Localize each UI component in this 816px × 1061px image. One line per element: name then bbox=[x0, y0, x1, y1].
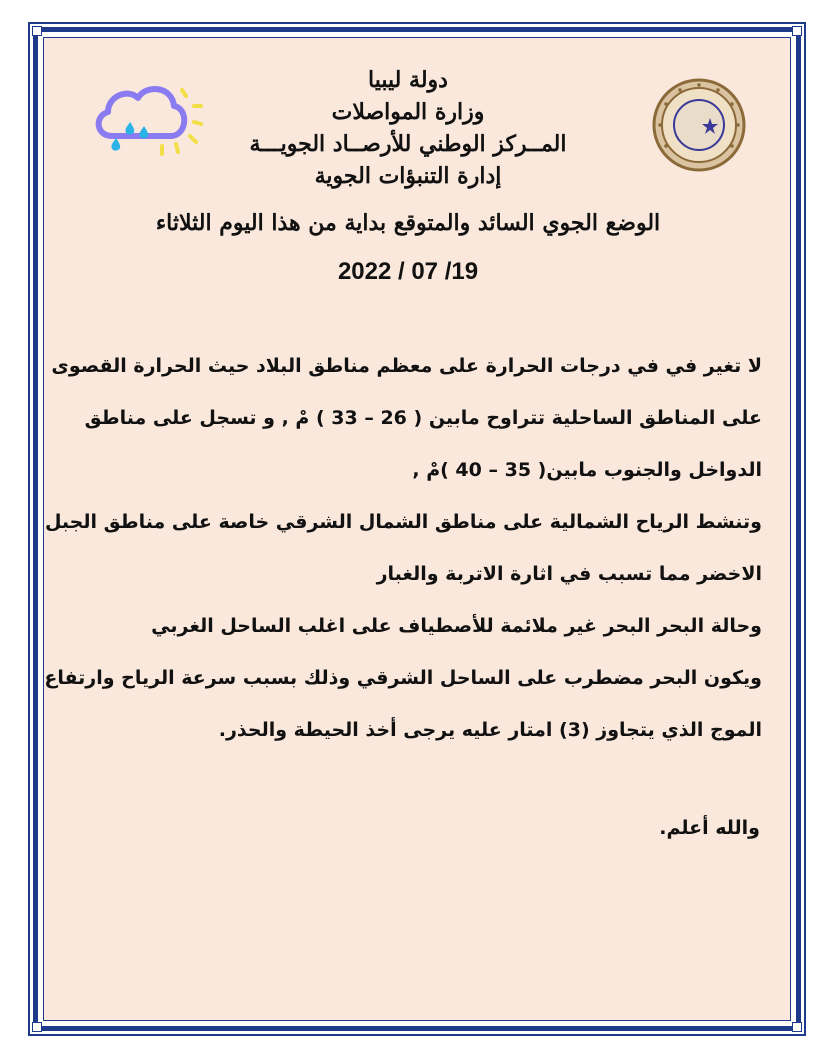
body-line: الموج الذي يتجاوز (3) امتار عليه يرجى أخذ الحيطة والحذر. bbox=[218, 719, 762, 741]
border-corner-top-right bbox=[792, 26, 802, 36]
border-corner-bottom-left bbox=[32, 1022, 42, 1032]
ministry-name: وزارة المواصلات bbox=[331, 99, 485, 125]
closing-phrase: والله أعلم. bbox=[659, 817, 760, 839]
body-line: على المناطق الساحلية تتراوح مابين ( 26 – 33 ) مْ , و تسجل على مناطق bbox=[84, 407, 762, 429]
border-corner-bottom-right bbox=[792, 1022, 802, 1032]
center-name: المــركز الوطني للأرصــاد الجويـــة bbox=[249, 131, 567, 157]
body-line: الدواخل والجنوب مابين( 35 – 40 )مْ , bbox=[412, 459, 762, 481]
forecast-body bbox=[44, 340, 762, 756]
document-title: الوضع الجوي السائد والمتوقع بداية من هذا اليوم الثلاثاء bbox=[155, 210, 661, 236]
department-name: إدارة التنبؤات الجوية bbox=[314, 163, 502, 189]
country-name: دولة ليبيا bbox=[368, 67, 448, 93]
document-date: 2022 / 07 /19 bbox=[337, 258, 479, 285]
body-line: الاخضر مما تسبب في اثارة الاتربة والغبار bbox=[376, 563, 762, 585]
letterhead bbox=[0, 64, 816, 192]
border-corner-top-left bbox=[32, 26, 42, 36]
body-line: لا تغير في في درجات الحرارة على معظم مناطق البلاد حيث الحرارة القصوى bbox=[51, 355, 762, 377]
body-line: وتنشط الرياح الشمالية على مناطق الشمال الشرقي خاصة على مناطق الجبل bbox=[44, 511, 762, 533]
body-line: وحالة البحر البحر غير ملائمة للأصطياف على اغلب الساحل الغربي bbox=[151, 615, 762, 637]
body-line: ويكون البحر مضطرب على الساحل الشرقي وذلك بسبب سرعة الرياح وارتفاع bbox=[44, 667, 762, 689]
